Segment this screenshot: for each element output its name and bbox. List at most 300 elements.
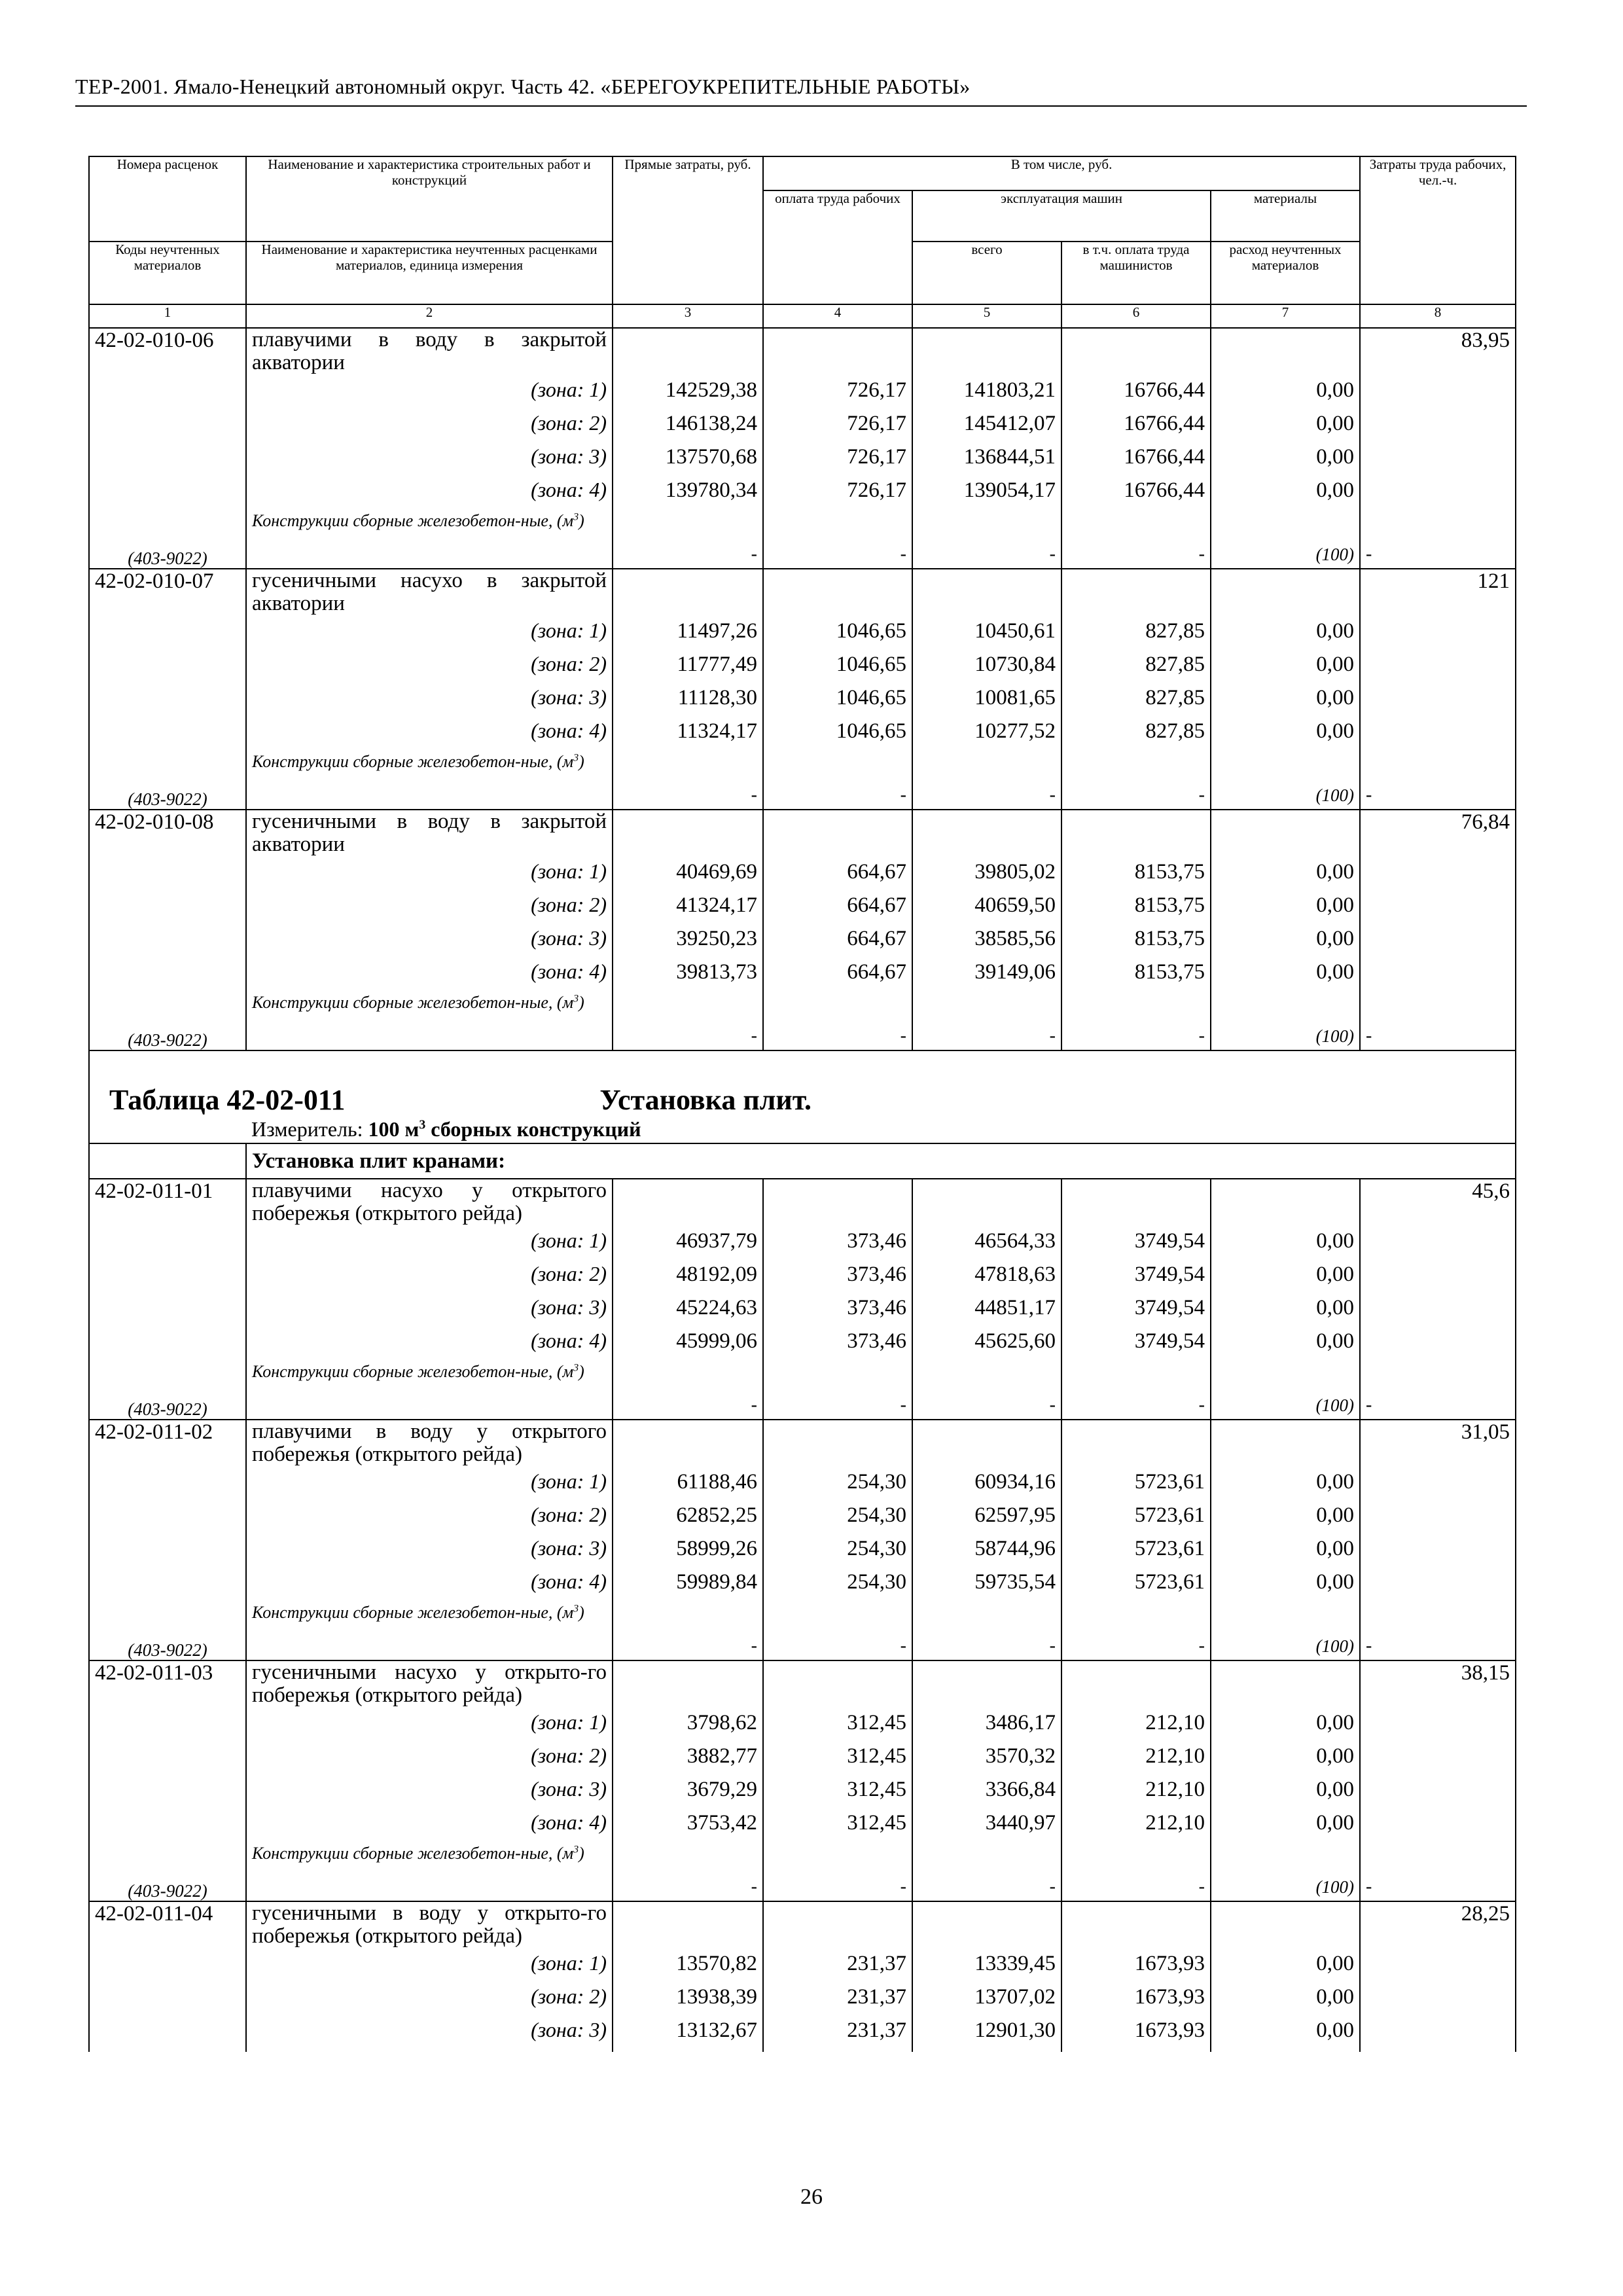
zone-label: (зона: 4) — [246, 719, 613, 753]
value-cell: 0,00 — [1211, 719, 1360, 753]
empty-cell — [89, 1985, 246, 2018]
value-cell: 0,00 — [1211, 1329, 1360, 1363]
empty-cell — [89, 1952, 246, 1985]
value-cell: 0,00 — [1211, 412, 1360, 445]
material-desc-text: Конструкции сборные железобетон-ные, (м — [252, 1844, 574, 1863]
value-cell: 3440,97 — [912, 1811, 1061, 1844]
zone-row — [89, 1952, 1516, 1985]
value-cell: 45999,06 — [613, 1329, 763, 1363]
empty-cell — [1061, 1901, 1211, 1952]
zone-row — [89, 1470, 1516, 1503]
empty-cell — [912, 569, 1061, 619]
zone-label: (зона: 4) — [246, 1811, 613, 1844]
empty-cell — [89, 1711, 246, 1744]
dash-cell: - — [1360, 753, 1516, 810]
value-cell: 3570,32 — [912, 1744, 1061, 1778]
material-description — [246, 1363, 613, 1420]
zone-label: (зона: 1) — [246, 1229, 613, 1263]
column-number: 4 — [763, 304, 912, 328]
value-cell: 145412,07 — [912, 412, 1061, 445]
rate-description: плавучими насухо у открытого побережья (открытого рейда) — [246, 1179, 613, 1229]
rate-row — [89, 1420, 1516, 1470]
value-cell: 0,00 — [1211, 1952, 1360, 1985]
empty-cell — [912, 328, 1061, 378]
material-desc-text: Конструкции сборные железобетон-ные, (м — [252, 752, 574, 771]
zone-row — [89, 378, 1516, 412]
value-cell: 0,00 — [1211, 893, 1360, 927]
rate-description: плавучими в воду в закрытой акватории — [246, 328, 613, 378]
value-cell: 0,00 — [1211, 2018, 1360, 2052]
value-cell: 16766,44 — [1061, 412, 1211, 445]
empty-cell — [89, 1296, 246, 1329]
value-cell: 10081,65 — [912, 686, 1061, 719]
value-cell: 136844,51 — [912, 445, 1061, 478]
value-cell: 142529,38 — [613, 378, 763, 412]
value-cell: 16766,44 — [1061, 445, 1211, 478]
labor-cost: 76,84 — [1360, 810, 1516, 860]
value-cell: 8153,75 — [1061, 960, 1211, 994]
empty-cell — [912, 1660, 1061, 1711]
dash-cell: - — [763, 1844, 912, 1901]
zone-label: (зона: 2) — [246, 1503, 613, 1537]
empty-cell — [89, 1329, 246, 1363]
empty-cell — [1360, 686, 1516, 719]
empty-cell — [613, 1420, 763, 1470]
value-cell: 5723,61 — [1061, 1537, 1211, 1570]
value-cell: 46937,79 — [613, 1229, 763, 1263]
material-row — [89, 1844, 1516, 1901]
material-desc-sup: 3 — [573, 993, 579, 1005]
empty-cell — [1360, 2018, 1516, 2052]
value-cell: 39250,23 — [613, 927, 763, 960]
col2-top-header: Наименование и характеристика строительных работ и конструкций — [246, 156, 613, 242]
value-cell: 3798,62 — [613, 1711, 763, 1744]
zone-row — [89, 1296, 1516, 1329]
zone-label: (зона: 2) — [246, 1985, 613, 2018]
value-cell: 12901,30 — [912, 2018, 1061, 2052]
value-cell: 373,46 — [763, 1229, 912, 1263]
value-cell: 0,00 — [1211, 619, 1360, 653]
value-cell: 1673,93 — [1061, 2018, 1211, 2052]
rate-group-010 — [89, 328, 1516, 1050]
value-cell: 60934,16 — [912, 1470, 1061, 1503]
value-cell: 0,00 — [1211, 1229, 1360, 1263]
value-cell: 5723,61 — [1061, 1470, 1211, 1503]
dash-cell: - — [1360, 1363, 1516, 1420]
column-number: 8 — [1360, 304, 1516, 328]
value-cell: 3679,29 — [613, 1778, 763, 1811]
empty-cell — [1360, 1229, 1516, 1263]
zone-row — [89, 1744, 1516, 1778]
column-number: 5 — [912, 304, 1061, 328]
zone-label: (зона: 4) — [246, 1570, 613, 1604]
material-description — [246, 512, 613, 569]
empty-cell — [1211, 1179, 1360, 1229]
value-cell: 39805,02 — [912, 860, 1061, 893]
col6-header: в т.ч. оплата труда машинистов — [1061, 242, 1211, 304]
labor-cost: 45,6 — [1360, 1179, 1516, 1229]
empty-cell — [89, 2018, 246, 2052]
value-cell: 0,00 — [1211, 653, 1360, 686]
zone-label: (зона: 1) — [246, 1711, 613, 1744]
zone-label: (зона: 1) — [246, 1470, 613, 1503]
zone-row — [89, 1229, 1516, 1263]
empty-cell — [1211, 1901, 1360, 1952]
dash-cell: - — [912, 1844, 1061, 1901]
zone-row — [89, 1570, 1516, 1604]
empty-cell — [1211, 1660, 1360, 1711]
material-percent: (100) — [1211, 512, 1360, 569]
zone-row — [89, 1778, 1516, 1811]
material-code: (403-9022) — [89, 994, 246, 1050]
material-desc-end: ) — [579, 993, 584, 1012]
zone-label: (зона: 2) — [246, 412, 613, 445]
rate-row — [89, 328, 1516, 378]
empty-cell — [1211, 810, 1360, 860]
material-row — [89, 994, 1516, 1050]
empty-cell — [1360, 1263, 1516, 1296]
empty-cell — [613, 328, 763, 378]
column-number: 1 — [89, 304, 246, 328]
value-cell: 13938,39 — [613, 1985, 763, 2018]
value-cell: 8153,75 — [1061, 860, 1211, 893]
value-cell: 726,17 — [763, 412, 912, 445]
rate-description: гусеничными в воду в закрытой акватории — [246, 810, 613, 860]
empty-cell — [89, 860, 246, 893]
value-cell: 40469,69 — [613, 860, 763, 893]
material-description — [246, 994, 613, 1050]
value-cell: 139780,34 — [613, 478, 763, 512]
zone-label: (зона: 4) — [246, 960, 613, 994]
zone-row — [89, 927, 1516, 960]
empty-cell — [89, 445, 246, 478]
empty-cell — [1360, 1503, 1516, 1537]
value-cell: 137570,68 — [613, 445, 763, 478]
dash-cell: - — [763, 1604, 912, 1660]
value-cell: 1046,65 — [763, 653, 912, 686]
empty-cell — [89, 960, 246, 994]
zone-label: (зона: 2) — [246, 893, 613, 927]
labor-cost: 38,15 — [1360, 1660, 1516, 1711]
value-cell: 0,00 — [1211, 927, 1360, 960]
zone-label: (зона: 2) — [246, 1744, 613, 1778]
value-cell: 3753,42 — [613, 1811, 763, 1844]
material-percent: (100) — [1211, 1604, 1360, 1660]
column-number: 7 — [1211, 304, 1360, 328]
zone-label: (зона: 3) — [246, 2018, 613, 2052]
zone-row — [89, 1263, 1516, 1296]
value-cell: 212,10 — [1061, 1744, 1211, 1778]
value-cell: 16766,44 — [1061, 478, 1211, 512]
material-desc-sup: 3 — [573, 752, 579, 764]
rate-description: гусеничными в воду у открыто-го побережья (открытого рейда) — [246, 1901, 613, 1952]
empty-cell — [1360, 860, 1516, 893]
value-cell: 59989,84 — [613, 1570, 763, 1604]
value-cell: 726,17 — [763, 378, 912, 412]
empty-cell — [1211, 1420, 1360, 1470]
value-cell: 231,37 — [763, 2018, 912, 2052]
zone-row — [89, 445, 1516, 478]
measure-value-b: сборных конструкций — [425, 1117, 641, 1141]
value-cell: 664,67 — [763, 927, 912, 960]
materials-group-header: материалы — [1211, 190, 1360, 242]
value-cell: 146138,24 — [613, 412, 763, 445]
value-cell: 1673,93 — [1061, 1952, 1211, 1985]
value-cell: 312,45 — [763, 1778, 912, 1811]
empty-cell — [1360, 1537, 1516, 1570]
value-cell: 0,00 — [1211, 378, 1360, 412]
material-row — [89, 1604, 1516, 1660]
zone-row — [89, 478, 1516, 512]
value-cell: 13570,82 — [613, 1952, 763, 1985]
value-cell: 212,10 — [1061, 1778, 1211, 1811]
zone-row — [89, 2018, 1516, 2052]
empty-cell — [89, 719, 246, 753]
dash-cell: - — [1061, 1363, 1211, 1420]
value-cell: 0,00 — [1211, 1811, 1360, 1844]
measure-prefix: Измеритель: — [251, 1117, 368, 1141]
empty-cell — [1360, 1329, 1516, 1363]
dash-cell: - — [1360, 1604, 1516, 1660]
labor-cost: 31,05 — [1360, 1420, 1516, 1470]
zone-label: (зона: 1) — [246, 619, 613, 653]
value-cell: 0,00 — [1211, 1570, 1360, 1604]
empty-cell — [1061, 1179, 1211, 1229]
value-cell: 726,17 — [763, 445, 912, 478]
value-cell: 59735,54 — [912, 1570, 1061, 1604]
value-cell: 8153,75 — [1061, 893, 1211, 927]
col4-header: оплата труда рабочих — [763, 190, 912, 304]
value-cell: 11777,49 — [613, 653, 763, 686]
material-row — [89, 753, 1516, 810]
empty-cell — [763, 810, 912, 860]
zone-row — [89, 860, 1516, 893]
value-cell: 0,00 — [1211, 1778, 1360, 1811]
dash-cell: - — [1360, 512, 1516, 569]
rate-code: 42-02-011-02 — [89, 1420, 246, 1470]
column-number: 3 — [613, 304, 763, 328]
value-cell: 664,67 — [763, 960, 912, 994]
rate-code: 42-02-010-06 — [89, 328, 246, 378]
rate-row — [89, 1660, 1516, 1711]
empty-cell — [89, 686, 246, 719]
rate-row — [89, 569, 1516, 619]
material-desc-end: ) — [579, 1362, 584, 1381]
dash-cell: - — [613, 1363, 763, 1420]
empty-cell — [1360, 478, 1516, 512]
value-cell: 11324,17 — [613, 719, 763, 753]
value-cell: 827,85 — [1061, 719, 1211, 753]
value-cell: 10277,52 — [912, 719, 1061, 753]
value-cell: 48192,09 — [613, 1263, 763, 1296]
page-number: 26 — [800, 2185, 823, 2209]
value-cell: 0,00 — [1211, 960, 1360, 994]
zone-row — [89, 893, 1516, 927]
section-block — [89, 1050, 1516, 1179]
dash-cell: - — [763, 512, 912, 569]
value-cell: 0,00 — [1211, 445, 1360, 478]
dash-cell: - — [763, 1363, 912, 1420]
zone-label: (зона: 1) — [246, 860, 613, 893]
material-percent: (100) — [1211, 994, 1360, 1050]
empty-cell — [1360, 619, 1516, 653]
dash-cell: - — [912, 1363, 1061, 1420]
value-cell: 3749,54 — [1061, 1229, 1211, 1263]
value-cell: 312,45 — [763, 1744, 912, 1778]
value-cell: 8153,75 — [1061, 927, 1211, 960]
column-number-row — [89, 304, 1516, 328]
zone-label: (зона: 3) — [246, 927, 613, 960]
value-cell: 1673,93 — [1061, 1985, 1211, 2018]
value-cell: 0,00 — [1211, 860, 1360, 893]
material-desc-end: ) — [579, 752, 584, 771]
value-cell: 827,85 — [1061, 653, 1211, 686]
value-cell: 45224,63 — [613, 1296, 763, 1329]
material-code: (403-9022) — [89, 753, 246, 810]
empty-cell — [1360, 960, 1516, 994]
page-header: ТЕР-2001. Ямало-Ненецкий автономный округ. Часть 42. «БЕРЕГОУКРЕПИТЕЛЬНЫЕ РАБОТЫ» — [75, 75, 971, 98]
material-desc-sup: 3 — [573, 1603, 579, 1615]
dash-cell: - — [912, 1604, 1061, 1660]
dash-cell: - — [1061, 994, 1211, 1050]
value-cell: 0,00 — [1211, 478, 1360, 512]
zone-row — [89, 719, 1516, 753]
col3-header: Прямые затраты, руб. — [613, 156, 763, 304]
empty-cell — [763, 1420, 912, 1470]
material-description — [246, 1604, 613, 1660]
material-code: (403-9022) — [89, 1363, 246, 1420]
value-cell: 41324,17 — [613, 893, 763, 927]
value-cell: 3366,84 — [912, 1778, 1061, 1811]
value-cell: 10450,61 — [912, 619, 1061, 653]
empty-cell — [89, 1744, 246, 1778]
value-cell: 62852,25 — [613, 1503, 763, 1537]
dash-cell: - — [912, 753, 1061, 810]
zone-label: (зона: 3) — [246, 1537, 613, 1570]
value-cell: 13339,45 — [912, 1952, 1061, 1985]
empty-cell — [89, 412, 246, 445]
col1-top-header: Номера расценок — [89, 156, 246, 242]
empty-cell — [89, 653, 246, 686]
value-cell: 58744,96 — [912, 1537, 1061, 1570]
empty-cell — [1360, 1570, 1516, 1604]
dash-cell: - — [613, 1604, 763, 1660]
col8-header: Затраты труда рабочих, чел.-ч. — [1360, 156, 1516, 304]
rate-row — [89, 810, 1516, 860]
value-cell: 61188,46 — [613, 1470, 763, 1503]
value-cell: 827,85 — [1061, 686, 1211, 719]
labor-cost: 121 — [1360, 569, 1516, 619]
material-row — [89, 512, 1516, 569]
table-header — [89, 156, 1516, 328]
material-desc-text: Конструкции сборные железобетон-ные, (м — [252, 1603, 574, 1622]
empty-cell — [89, 1537, 246, 1570]
zone-label: (зона: 3) — [246, 1778, 613, 1811]
value-cell: 312,45 — [763, 1711, 912, 1744]
empty-cell — [89, 478, 246, 512]
empty-cell — [1360, 1711, 1516, 1744]
empty-cell — [89, 1229, 246, 1263]
value-cell: 664,67 — [763, 860, 912, 893]
material-percent: (100) — [1211, 753, 1360, 810]
empty-cell — [89, 893, 246, 927]
empty-cell — [1360, 1470, 1516, 1503]
value-cell: 0,00 — [1211, 1537, 1360, 1570]
value-cell: 254,30 — [763, 1570, 912, 1604]
empty-cell — [1360, 412, 1516, 445]
empty-cell — [89, 378, 246, 412]
value-cell: 3749,54 — [1061, 1263, 1211, 1296]
empty-cell — [89, 1811, 246, 1844]
rate-description: гусеничными насухо у открыто-го побережья (открытого рейда) — [246, 1660, 613, 1711]
empty-cell — [912, 1179, 1061, 1229]
value-cell: 139054,17 — [912, 478, 1061, 512]
material-desc-text: Конструкции сборные железобетон-ные, (м — [252, 993, 574, 1012]
empty-cell — [1360, 719, 1516, 753]
value-cell: 3882,77 — [613, 1744, 763, 1778]
value-cell: 0,00 — [1211, 1263, 1360, 1296]
value-cell: 39149,06 — [912, 960, 1061, 994]
material-description — [246, 1844, 613, 1901]
empty-cell — [1360, 1296, 1516, 1329]
material-row — [89, 1363, 1516, 1420]
zone-label: (зона: 4) — [246, 478, 613, 512]
value-cell: 726,17 — [763, 478, 912, 512]
material-code: (403-9022) — [89, 1844, 246, 1901]
measure-sup: 3 — [419, 1117, 426, 1132]
value-cell: 11497,26 — [613, 619, 763, 653]
value-cell: 38585,56 — [912, 927, 1061, 960]
value-cell: 16766,44 — [1061, 378, 1211, 412]
value-cell: 141803,21 — [912, 378, 1061, 412]
value-cell: 0,00 — [1211, 686, 1360, 719]
empty-cell — [89, 619, 246, 653]
section-measure — [246, 1116, 1516, 1143]
empty-cell — [1360, 378, 1516, 412]
value-cell: 45625,60 — [912, 1329, 1061, 1363]
zone-label: (зона: 1) — [246, 1952, 613, 1985]
empty-cell — [763, 328, 912, 378]
price-table — [88, 156, 1516, 2052]
empty-cell — [1061, 569, 1211, 619]
zone-row — [89, 653, 1516, 686]
zone-label: (зона: 3) — [246, 1296, 613, 1329]
material-percent: (100) — [1211, 1363, 1360, 1420]
zone-row — [89, 686, 1516, 719]
value-cell: 3749,54 — [1061, 1329, 1211, 1363]
empty-cell — [1360, 927, 1516, 960]
zone-label: (зона: 1) — [246, 378, 613, 412]
value-cell: 46564,33 — [912, 1229, 1061, 1263]
empty-cell — [763, 1660, 912, 1711]
value-cell: 212,10 — [1061, 1711, 1211, 1744]
value-cell: 231,37 — [763, 1952, 912, 1985]
empty-cell — [613, 1901, 763, 1952]
dash-cell: - — [763, 753, 912, 810]
rate-row — [89, 1901, 1516, 1952]
rate-code: 42-02-010-08 — [89, 810, 246, 860]
value-cell: 0,00 — [1211, 1470, 1360, 1503]
empty-cell — [912, 1420, 1061, 1470]
value-cell: 3749,54 — [1061, 1296, 1211, 1329]
dash-cell: - — [1061, 512, 1211, 569]
column-number: 2 — [246, 304, 613, 328]
section-subheading: Установка плит кранами: — [246, 1143, 1516, 1179]
zone-row — [89, 412, 1516, 445]
labor-cost: 83,95 — [1360, 328, 1516, 378]
material-description — [246, 753, 613, 810]
empty-cell — [613, 569, 763, 619]
